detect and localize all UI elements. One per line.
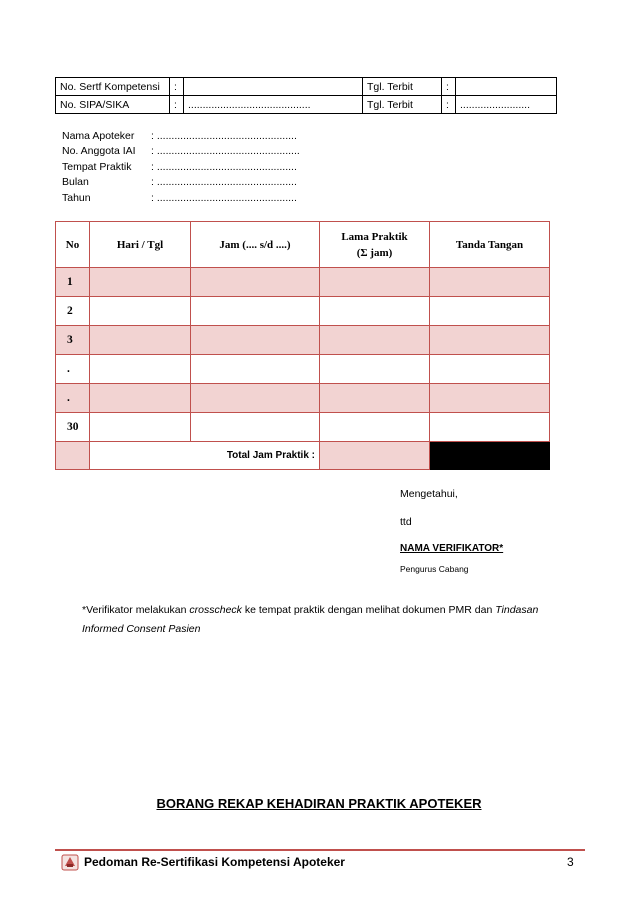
identity-value: : .................................................	[151, 145, 300, 158]
identity-label: No. Anggota IAI	[62, 145, 136, 158]
identity-value: : ................................................	[151, 160, 297, 173]
sertif-number-value	[184, 78, 363, 96]
form-title: BORANG REKAP KEHADIRAN PRAKTIK APOTEKER	[156, 796, 482, 811]
header-hours: Jam (.... s/d ....)	[191, 222, 320, 268]
day-date-cell[interactable]	[90, 268, 191, 297]
identity-row-name	[62, 129, 300, 144]
hours-cell[interactable]	[191, 384, 320, 413]
table-row	[56, 413, 550, 442]
signature-cell[interactable]	[430, 326, 550, 355]
hours-cell[interactable]	[191, 413, 320, 442]
duration-cell[interactable]	[320, 355, 430, 384]
footer-divider	[55, 849, 585, 851]
row-number: 2	[56, 297, 90, 326]
hours-cell[interactable]	[191, 355, 320, 384]
acknowledge-text: Mengetahui,	[400, 488, 458, 500]
sipa-number-label: No. SIPA/SIKA	[56, 96, 170, 114]
table-row	[56, 96, 557, 114]
signature-cell[interactable]	[430, 413, 550, 442]
total-row	[56, 442, 550, 470]
row-number: .	[56, 355, 90, 384]
row-number: 1	[56, 268, 90, 297]
identity-label: Tempat Praktik	[62, 160, 132, 173]
hours-cell[interactable]	[191, 268, 320, 297]
table-row	[56, 297, 550, 326]
attendance-table	[55, 221, 550, 470]
duration-cell[interactable]	[320, 326, 430, 355]
identity-row-month	[62, 175, 300, 190]
issue-date-value: ........................	[456, 96, 557, 114]
day-date-cell[interactable]	[90, 297, 191, 326]
colon: :	[442, 96, 456, 114]
colon: :	[170, 78, 184, 96]
signature-cell[interactable]	[430, 268, 550, 297]
identity-label: Nama Apoteker	[62, 130, 135, 142]
note-italic: Tindasan Informed Consent Pasien	[82, 604, 539, 635]
issue-date-value	[456, 78, 557, 96]
verifier-name: NAMA VERIFIKATOR*	[400, 543, 504, 554]
registration-table	[55, 77, 557, 114]
header-signature: Tanda Tangan	[430, 222, 550, 268]
verifier-organization: Pengurus Cabang	[400, 564, 469, 574]
day-date-cell[interactable]	[90, 384, 191, 413]
row-number: 3	[56, 326, 90, 355]
table-header-row	[56, 222, 550, 268]
total-empty-cell	[56, 442, 90, 470]
issue-date-label: Tgl. Terbit	[363, 78, 442, 96]
identity-value: : ................................................	[151, 130, 297, 142]
note-italic: crosscheck	[189, 604, 242, 616]
note-text: ke tempat praktik dengan melihat dokumen PMR dan	[241, 604, 496, 616]
total-hours-value[interactable]	[320, 442, 430, 470]
duration-cell[interactable]	[320, 384, 430, 413]
identity-label: Bulan	[62, 176, 89, 189]
sertif-number-label: No. Sertf Kompetensi	[56, 78, 170, 96]
colon: :	[442, 78, 456, 96]
header-duration-line2: (Σ jam)	[356, 246, 393, 259]
issue-date-label: Tgl. Terbit	[363, 96, 442, 114]
verification-note	[82, 601, 582, 639]
page-number: 3	[567, 855, 574, 869]
duration-cell[interactable]	[320, 268, 430, 297]
day-date-cell[interactable]	[90, 413, 191, 442]
identity-row-member	[62, 144, 300, 159]
hours-cell[interactable]	[191, 326, 320, 355]
colon: :	[170, 96, 184, 114]
footer-title: Pedoman Re-Sertifikasi Kompetensi Apoteker	[84, 855, 345, 869]
signature-cell[interactable]	[430, 297, 550, 326]
table-row	[56, 78, 557, 96]
day-date-cell[interactable]	[90, 326, 191, 355]
total-blackout-cell	[430, 442, 550, 470]
table-row	[56, 384, 550, 413]
row-number: 30	[56, 413, 90, 442]
signature-cell[interactable]	[430, 384, 550, 413]
identity-row-year	[62, 191, 300, 206]
signature-cell[interactable]	[430, 355, 550, 384]
table-row	[56, 355, 550, 384]
header-no: No	[56, 222, 90, 268]
organization-logo-icon	[60, 852, 80, 872]
header-day-date: Hari / Tgl	[90, 222, 191, 268]
total-hours-label: Total Jam Praktik :	[90, 442, 320, 470]
hours-cell[interactable]	[191, 297, 320, 326]
duration-cell[interactable]	[320, 413, 430, 442]
identity-block	[62, 129, 300, 206]
identity-row-place	[62, 160, 300, 175]
row-number: .	[56, 384, 90, 413]
identity-value: : ................................................	[151, 191, 297, 204]
identity-value: : ................................................	[151, 176, 297, 189]
header-duration	[320, 222, 430, 268]
sipa-number-value: ..........................................	[184, 96, 363, 114]
note-text: *Verifikator melakukan	[82, 604, 190, 616]
day-date-cell[interactable]	[90, 355, 191, 384]
table-row	[56, 268, 550, 297]
table-row	[56, 326, 550, 355]
signature-mark: ttd	[400, 516, 412, 528]
duration-cell[interactable]	[320, 297, 430, 326]
identity-label: Tahun	[62, 191, 91, 204]
header-duration-line1: Lama Praktik	[341, 230, 408, 243]
